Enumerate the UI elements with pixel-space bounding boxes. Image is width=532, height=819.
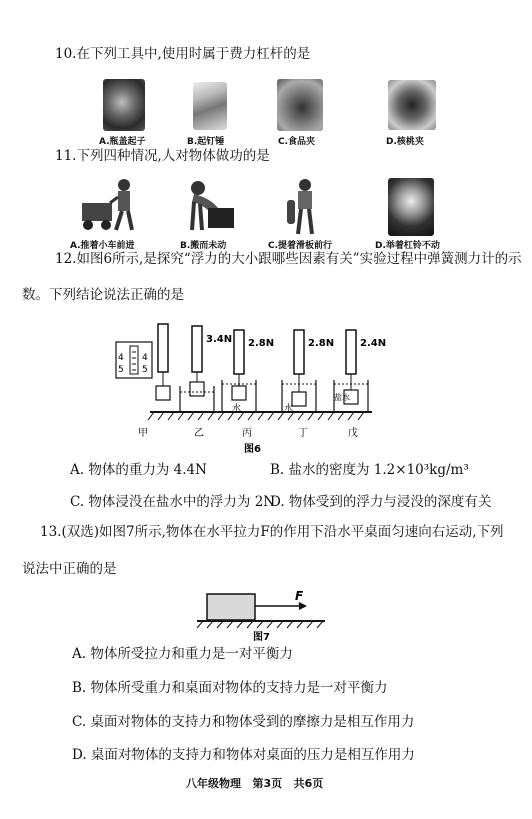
force-label: F [295, 589, 304, 603]
block [207, 594, 255, 620]
q12-stem-line1: 12.如图6所示,是探究“浮力的大小跟哪些因素有关”实验过程中弹簧测力计的示 [55, 251, 522, 267]
liquid-label: 水 [232, 404, 242, 414]
q12-option-b: B. 盐水的密度为 1.2×10³kg/m³ [270, 462, 469, 478]
scale-mark: 5 [118, 365, 124, 375]
q10-caption-d: D.核桃夹 [386, 137, 424, 147]
figure-7-caption: 图7 [253, 632, 270, 643]
reading-yi: 3.4N [206, 334, 233, 345]
q10-caption-c: C.食品夹 [278, 137, 316, 147]
food-tongs-photo [277, 79, 323, 131]
skateboard-walk-illustration [283, 178, 323, 238]
bottle-opener-photo [103, 79, 145, 131]
page-footer: 八年级物理 第3页 共6页 [186, 777, 324, 790]
stage-ding [282, 330, 334, 414]
stage-yi [180, 326, 232, 412]
q11-stem: 11.下列四种情况,人对物体做功的是 [55, 148, 270, 164]
stage-label: 乙 [194, 428, 204, 439]
pushing-cart-illustration [78, 175, 140, 235]
stage-label: 戊 [348, 428, 358, 439]
barbell-hold-photo [388, 178, 434, 236]
q11-caption-a: A.推着小车前进 [70, 241, 135, 251]
scale-mark: 4 [142, 353, 148, 363]
scale-mark: 5 [142, 365, 148, 375]
stage-label: 丙 [242, 428, 252, 439]
stage-jia [116, 324, 170, 400]
figure-6-caption: 图6 [244, 444, 261, 455]
liquid-label: 水 [284, 404, 294, 414]
reading-bing: 2.8N [248, 338, 275, 349]
stage-wu [334, 330, 386, 412]
q13-option-b: B. 物体所受重力和桌面对物体的支持力是一对平衡力 [72, 680, 388, 696]
figure-6 [110, 320, 410, 456]
q11-caption-b: B.搬而未动 [180, 241, 227, 251]
q10-stem: 10.在下列工具中,使用时属于费力杠杆的是 [55, 46, 311, 62]
q10-caption-a: A.瓶盖起子 [99, 137, 146, 147]
lifting-box-illustration [180, 178, 238, 234]
q13-option-d: D. 桌面对物体的支持力和物体对桌面的压力是相互作用力 [72, 747, 415, 763]
q12-option-a: A. 物体的重力为 4.4N [70, 462, 207, 478]
stage-label: 丁 [298, 428, 308, 439]
q12-option-d: D. 物体受到的浮力与浸没的深度有关 [270, 494, 492, 510]
figure-7 [195, 584, 331, 644]
q10-caption-b: B.起钉锤 [187, 137, 225, 147]
q13-option-c: C. 桌面对物体的支持力和物体受到的摩擦力是相互作用力 [72, 714, 415, 730]
stage-label: 甲 [138, 428, 148, 439]
q13-stem-line2: 说法中正确的是 [22, 561, 117, 577]
q13-option-a: A. 物体所受拉力和重力是一对平衡力 [72, 646, 293, 662]
q11-caption-d: D.举着杠铃不动 [375, 241, 440, 251]
q11-caption-c: C.提着滑板前行 [268, 241, 333, 251]
q13-stem-line1: 13.(双选)如图7所示,物体在水平拉力F的作用下沿水平桌面匀速向右运动,下列 [40, 524, 504, 540]
q12-stem-line2: 数。下列结论说法正确的是 [22, 287, 184, 303]
claw-hammer-photo [193, 82, 227, 130]
q12-option-c: C. 物体浸没在盐水中的浮力为 2N [70, 494, 276, 510]
scale-mark: 4 [118, 353, 124, 363]
nutcracker-photo [388, 80, 436, 130]
liquid-label: 盐水 [334, 393, 350, 402]
reading-wu: 2.4N [360, 338, 387, 349]
reading-ding: 2.8N [308, 338, 335, 349]
